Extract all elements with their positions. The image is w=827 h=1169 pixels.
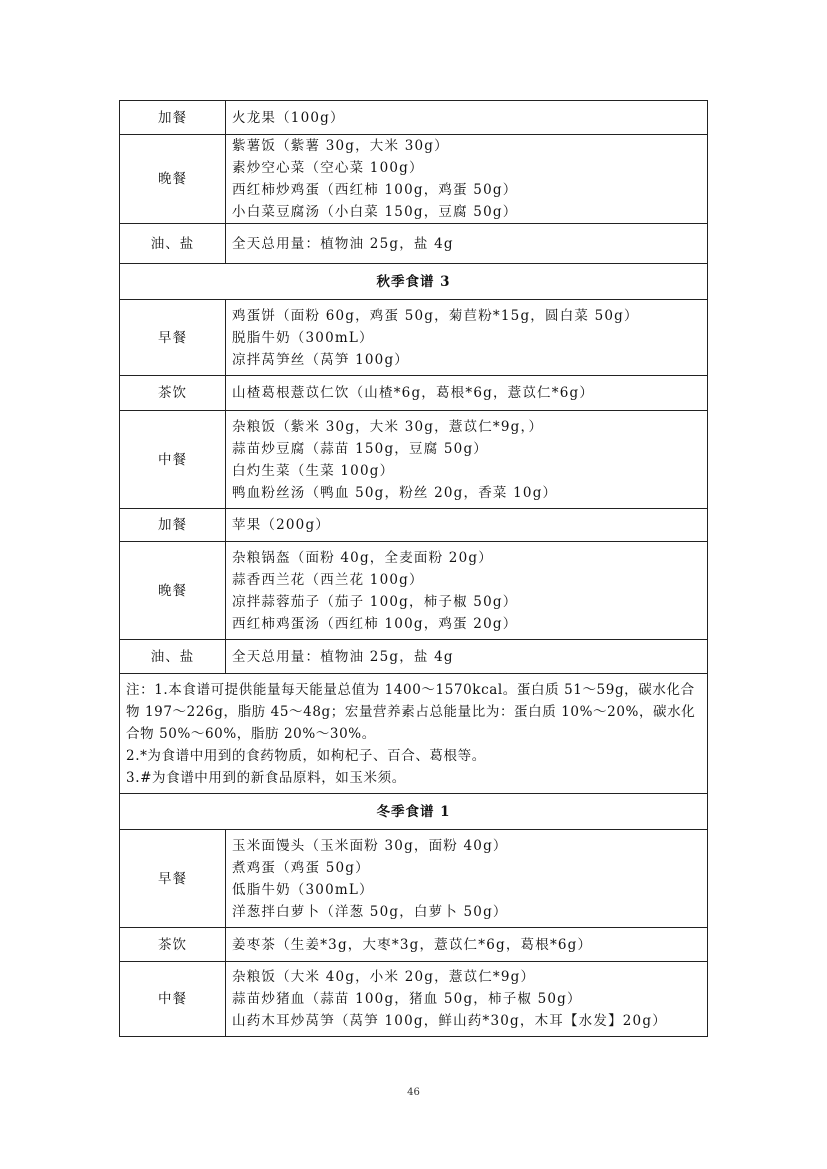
section-heading-row — [120, 264, 708, 300]
page-number: 46 — [407, 1087, 420, 1098]
meal-name: 茶饮 — [120, 928, 226, 962]
dish-line: 紫薯饭（紫薯 30g，大米 30g） — [232, 138, 449, 154]
dish-line: 鸭血粉丝汤（鸭血 50g，粉丝 20g，香菜 10g） — [232, 484, 558, 501]
meal-items — [226, 640, 708, 674]
dish-line: 苹果（200g） — [232, 517, 331, 533]
note-line: 3.#为食谱中用到的新食品原料，如玉米须。 — [126, 769, 406, 786]
meal-items — [226, 542, 708, 640]
dish-line: 凉拌莴笋丝（莴笋 100g） — [232, 351, 410, 368]
meal-row — [120, 411, 708, 509]
dish-line: 火龙果（100g） — [232, 109, 345, 126]
dish-line: 全天总用量：植物油 25g，盐 4g — [232, 648, 454, 665]
note-line: 2.*为食谱中用到的食药物质，如枸杞子、百合、葛根等。 — [126, 747, 486, 764]
meal-name: 加餐 — [120, 509, 226, 542]
meal-row — [120, 376, 708, 411]
dish-line: 蒜苗炒豆腐（蒜苗 150g，豆腐 50g） — [232, 440, 489, 457]
meal-row — [120, 300, 708, 376]
dish-line: 山楂葛根薏苡仁饮（山楂*6g，葛根*6g，薏苡仁*6g） — [232, 385, 595, 401]
meal-items — [226, 411, 708, 509]
meal-items — [226, 509, 708, 542]
menu-table-body — [120, 101, 708, 1037]
meal-items — [226, 376, 708, 411]
meal-items — [226, 300, 708, 376]
dish-line: 西红柿炒鸡蛋（西红柿 100g，鸡蛋 50g） — [232, 182, 518, 198]
dish-line: 蒜苗炒猪血（蒜苗 100g，猪血 50g，柿子椒 50g） — [232, 991, 582, 1007]
meal-items — [226, 830, 708, 928]
meal-items — [226, 101, 708, 135]
nutrition-note — [120, 674, 708, 794]
note-line: 注：1.本食谱可提供能量每天能量总值为 1400～1570kcal。蛋白质 51～59g，碳水化合物 197～226g，脂肪 45～48g；宏量营养素占总能量比为：蛋白质 10%～20%，碳水化合物 50%～60%，脂肪 20%～30%。 — [126, 681, 696, 742]
dish-line: 白灼生菜（生菜 100g） — [232, 462, 395, 479]
meal-row — [120, 509, 708, 542]
dish-line: 低脂牛奶（300mL） — [232, 881, 374, 898]
dish-line: 脱脂牛奶（300mL） — [232, 329, 374, 346]
meal-row — [120, 542, 708, 640]
meal-name: 油、盐 — [120, 224, 226, 264]
dish-line: 杂粮饭（大米 40g，小米 20g，薏苡仁*9g） — [232, 969, 536, 985]
meal-name: 早餐 — [120, 830, 226, 928]
dish-line: 全天总用量：植物油 25g，盐 4g — [232, 235, 454, 252]
dish-line: 杂粮饭（紫米 30g，大米 30g，薏苡仁*9g，） — [232, 418, 544, 435]
meal-row — [120, 962, 708, 1037]
dish-line: 蒜香西兰花（西兰花 100g） — [232, 571, 424, 588]
dish-line: 山药木耳炒莴笋（莴笋 100g，鲜山药*30g，木耳【水发】20g） — [232, 1013, 667, 1029]
meal-name: 油、盐 — [120, 640, 226, 674]
section-heading: 冬季食谱 1 — [120, 794, 708, 830]
section-heading-row — [120, 794, 708, 830]
meal-items — [226, 135, 708, 224]
meal-row — [120, 135, 708, 224]
meal-name: 加餐 — [120, 101, 226, 135]
meal-name: 茶饮 — [120, 376, 226, 411]
meal-row — [120, 101, 708, 135]
dish-line: 素炒空心菜（空心菜 100g） — [232, 160, 424, 176]
meal-row — [120, 830, 708, 928]
meal-items — [226, 962, 708, 1037]
meal-name: 早餐 — [120, 300, 226, 376]
dish-line: 洋葱拌白萝卜（洋葱 50g，白萝卜 50g） — [232, 903, 508, 920]
meal-name: 中餐 — [120, 411, 226, 509]
dish-line: 凉拌蒜蓉茄子（茄子 100g，柿子椒 50g） — [232, 593, 518, 610]
meal-name: 中餐 — [120, 962, 226, 1037]
menu-table — [119, 100, 708, 1037]
meal-row — [120, 640, 708, 674]
dish-line: 杂粮锅盔（面粉 40g，全麦面粉 20g） — [232, 549, 493, 566]
meal-name: 晚餐 — [120, 542, 226, 640]
meal-items — [226, 224, 708, 264]
meal-row — [120, 224, 708, 264]
section-heading: 秋季食谱 3 — [120, 264, 708, 300]
meal-row — [120, 928, 708, 962]
dish-line: 煮鸡蛋（鸡蛋 50g） — [232, 859, 370, 876]
dish-line: 小白菜豆腐汤（小白菜 150g，豆腐 50g） — [232, 204, 518, 220]
note-row — [120, 674, 708, 794]
meal-name: 晚餐 — [120, 135, 226, 224]
dish-line: 鸡蛋饼（面粉 60g，鸡蛋 50g，菊苣粉*15g，圆白菜 50g） — [232, 307, 639, 324]
dish-line: 玉米面馒头（玉米面粉 30g，面粉 40g） — [232, 837, 508, 854]
dish-line: 姜枣茶（生姜*3g，大枣*3g，薏苡仁*6g，葛根*6g） — [232, 936, 593, 953]
dish-line: 西红柿鸡蛋汤（西红柿 100g，鸡蛋 20g） — [232, 615, 518, 632]
meal-items — [226, 928, 708, 962]
